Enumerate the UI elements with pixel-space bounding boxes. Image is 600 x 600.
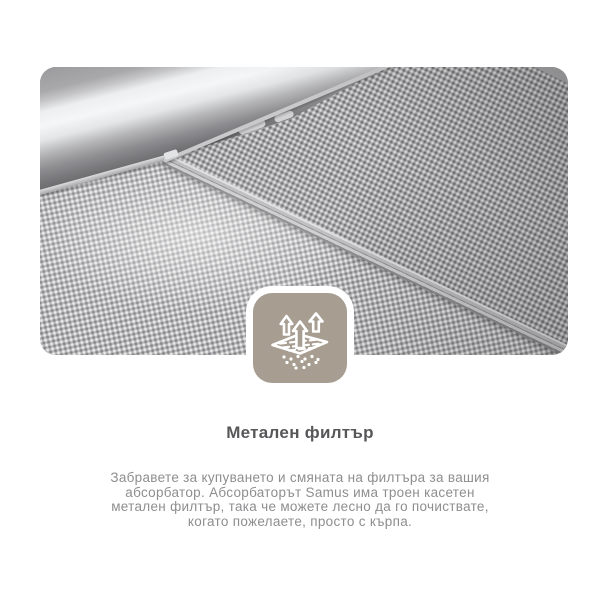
description-line: Забравете за купуването и смяната на филтъра за вашия	[110, 470, 490, 485]
description-line: абсорбатор. Абсорбаторът Samus има троен касетен	[125, 484, 475, 500]
description-line: когато пожелаете, просто с кърпа.	[187, 513, 413, 529]
description-line: метален филтър, така че можете лесно да го почиствате,	[111, 499, 489, 514]
airflow-filter-icon	[260, 298, 340, 378]
feature-description	[0, 471, 600, 529]
feature-title: Метален филтър	[226, 423, 374, 442]
particle-dots	[282, 355, 319, 370]
feature-badge	[253, 293, 347, 383]
feature-badge-frame	[246, 286, 354, 390]
